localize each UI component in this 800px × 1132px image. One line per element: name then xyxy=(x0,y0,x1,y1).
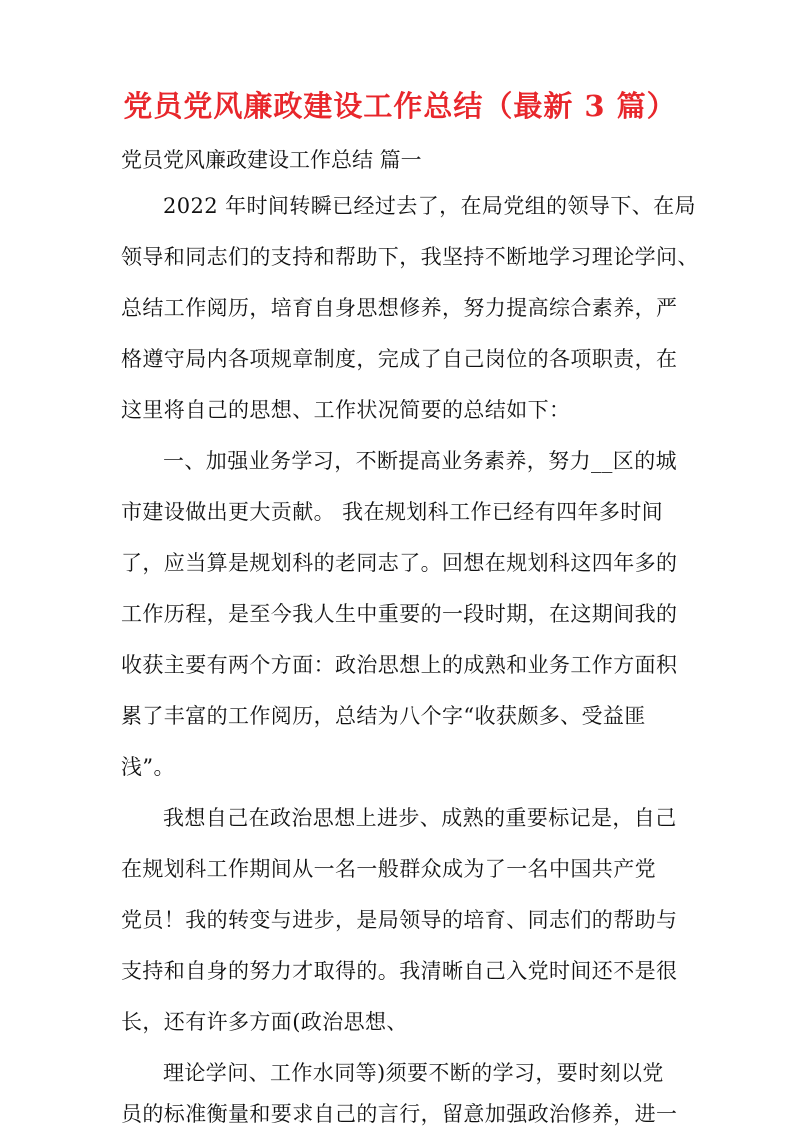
body-line: 浅”。 xyxy=(121,755,175,779)
body-line: 在规划科工作期间从一名一般群众成为了一名中国共产党 xyxy=(121,857,656,881)
body-line: 员的标准衡量和要求自己的言行，留意加强政治修养，进一 xyxy=(121,1102,678,1126)
document-title: 党员党风廉政建设工作总结（最新 3 篇） xyxy=(123,89,677,123)
body-line: 了，应当算是规划科的老同志了。回想在规划科这四年多的 xyxy=(121,551,678,575)
body-line: 总结工作阅历，培育自身思想修养，努力提高综合素养，严 xyxy=(121,296,678,320)
body-line: 2022 年时间转瞬已经过去了，在局党组的领导下、在局 xyxy=(163,194,696,218)
body-line: 长，还有许多方面(政治思想、 xyxy=(121,1010,408,1034)
body-line: 格遵守局内各项规章制度，完成了自己岗位的各项职责，在 xyxy=(121,347,678,371)
body-line: 这里将自己的思想、工作状况简要的总结如下： xyxy=(121,398,571,422)
body-line: 工作历程，是至今我人生中重要的一段时期，在这期间我的 xyxy=(121,602,678,626)
body-line: 党员！我的转变与进步，是局领导的培育、同志们的帮助与 xyxy=(121,908,678,932)
section-heading: 党员党风廉政建设工作总结 篇一 xyxy=(121,148,422,172)
body-line: 一、加强业务学习，不断提高业务素养，努力__区的城 xyxy=(163,449,677,473)
body-line: 领导和同志们的支持和帮助下，我坚持不断地学习理论学问、 xyxy=(121,245,699,269)
body-line: 我想自己在政治思想上进步、成熟的重要标记是，自己 xyxy=(163,806,677,830)
body-line: 收获主要有两个方面：政治思想上的成熟和业务工作方面积 xyxy=(121,653,678,677)
body-line: 累了丰富的工作阅历，总结为八个字“收获颇多、受益匪 xyxy=(121,704,646,728)
body-line: 理论学问、工作水同等)须要不断的学习，要时刻以党 xyxy=(163,1061,664,1085)
body-line: 市建设做出更大贡献。 我在规划科工作已经有四年多时间 xyxy=(121,500,664,524)
body-line: 支持和自身的努力才取得的。我清晰自己入党时间还不是很 xyxy=(121,959,678,983)
